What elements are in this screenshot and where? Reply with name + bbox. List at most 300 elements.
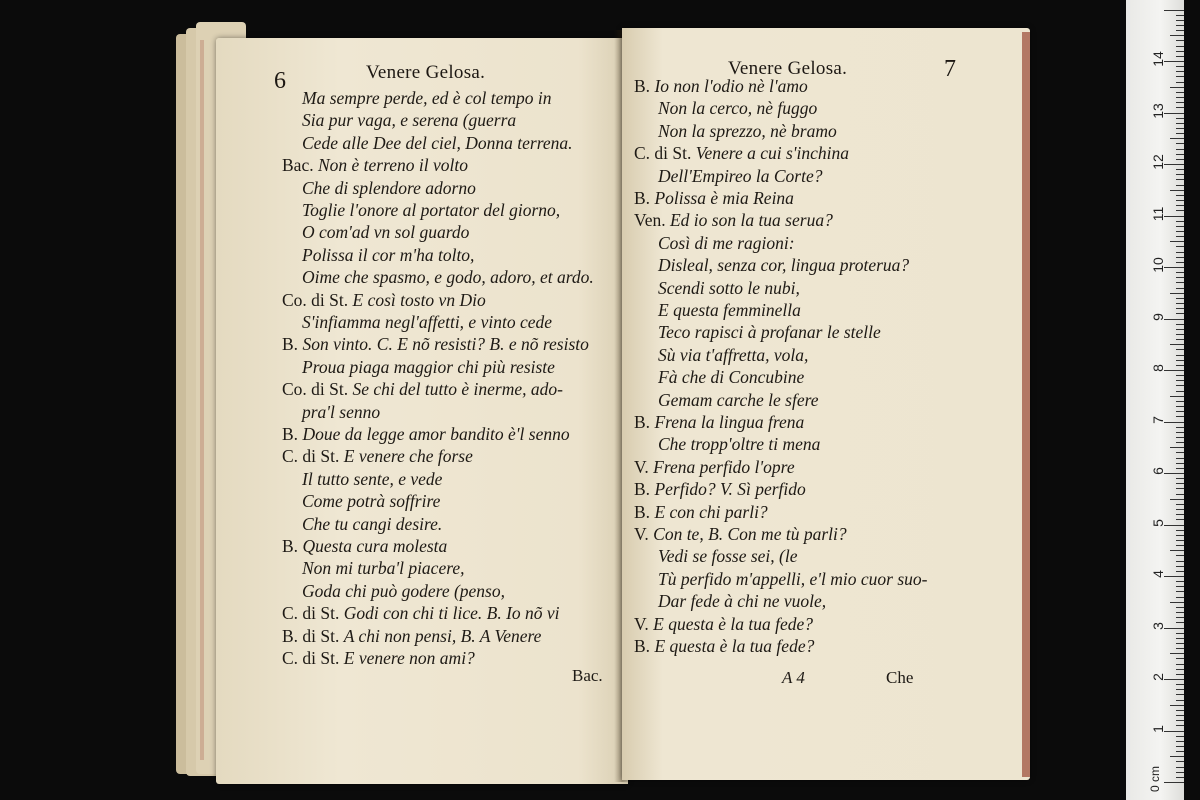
ruler-tick	[1170, 756, 1184, 757]
speaker-label: C. di St.	[282, 648, 344, 668]
ruler-tick	[1176, 591, 1184, 592]
ruler-tick	[1176, 581, 1184, 582]
text-line	[302, 357, 555, 377]
speaker-label: V.	[634, 456, 654, 477]
ruler-tick	[1176, 658, 1184, 659]
ruler-tick	[1176, 365, 1184, 366]
ruler-tick	[1176, 159, 1184, 160]
ruler-number: 11	[1150, 206, 1166, 221]
speaker-label: Co. di St.	[282, 289, 353, 310]
text-line	[302, 110, 516, 130]
ruler-tick	[1176, 463, 1184, 464]
ruler-tick	[1164, 216, 1184, 217]
ruler-tick	[1164, 679, 1184, 680]
text-line	[634, 479, 806, 499]
verse-text: Toglie l'onore al portator del giorno,	[302, 200, 561, 220]
text-line	[302, 312, 552, 332]
verse-text: E con chi parli?	[654, 501, 768, 522]
ruler-tick	[1170, 138, 1184, 139]
verse-text: Che tropp'oltre ti mena	[658, 434, 821, 455]
ruler-number: 10	[1150, 257, 1166, 273]
ruler-tick	[1176, 123, 1184, 124]
ruler-tick	[1176, 720, 1184, 721]
ruler-tick	[1176, 97, 1184, 98]
verse-text: O com'ad vn sol guardo	[302, 222, 470, 243]
ruler-tick	[1176, 452, 1184, 453]
ruler-number: 4	[1150, 570, 1166, 578]
text-line	[282, 155, 468, 175]
verse-text: Questa cura molesta	[302, 536, 448, 556]
verse-text: Scendi sotto le nubi,	[658, 277, 800, 298]
ruler-tick	[1176, 416, 1184, 417]
ruler-tick	[1176, 751, 1184, 752]
text-line	[658, 121, 837, 141]
ruler-tick	[1176, 483, 1184, 484]
text-line	[658, 591, 826, 611]
ruler-tick	[1176, 128, 1184, 129]
ruler-tick	[1176, 355, 1184, 356]
ruler-tick	[1176, 725, 1184, 726]
verse-text: Frena la lingua frena	[654, 412, 805, 432]
ruler-tick	[1176, 638, 1184, 639]
ruler-tick	[1176, 143, 1184, 144]
ruler-tick	[1170, 293, 1184, 294]
text-line	[658, 322, 881, 342]
ruler-tick	[1176, 437, 1184, 438]
text-line	[302, 178, 476, 198]
ruler-tick	[1164, 473, 1184, 474]
ruler-tick	[1176, 329, 1184, 330]
ruler-tick	[1170, 87, 1184, 88]
ruler-tick	[1176, 195, 1184, 196]
ruler-tick	[1164, 576, 1184, 577]
ruler-tick	[1164, 782, 1184, 783]
page-edge	[200, 40, 204, 760]
ruler-number: 12	[1150, 154, 1166, 170]
ruler-tick	[1176, 597, 1184, 598]
speaker-label: B.	[282, 536, 303, 556]
ruler-tick	[1176, 694, 1184, 695]
ruler-tick	[1176, 761, 1184, 762]
verse-text: Oime che spasmo, e godo, adoro, et ardo.	[302, 267, 594, 288]
verse-text: Gemam carche le sfere	[658, 389, 819, 410]
verse-text: Son vinto. C. E nõ resisti? B. e nõ resisto	[302, 334, 589, 355]
ruler-tick	[1176, 303, 1184, 304]
ruler-tick	[1176, 200, 1184, 201]
verse-text: Così di me ragioni:	[658, 232, 795, 253]
ruler-tick	[1164, 370, 1184, 371]
ruler-tick	[1176, 664, 1184, 665]
ruler-tick	[1164, 113, 1184, 114]
verse-text: pra'l senno	[302, 401, 381, 422]
text-line	[658, 255, 909, 275]
speaker-label: B.	[634, 501, 655, 522]
ruler-tick	[1176, 586, 1184, 587]
speaker-label: Co. di St.	[282, 379, 353, 400]
text-line	[302, 200, 560, 220]
speaker-label: B. di St.	[282, 625, 344, 646]
ruler-number: 7	[1150, 415, 1166, 424]
text-line	[658, 278, 800, 298]
ruler-tick	[1176, 66, 1184, 67]
ruler-tick	[1176, 71, 1184, 72]
ruler-tick	[1176, 46, 1184, 47]
ruler-tick	[1176, 736, 1184, 737]
running-head: Venere Gelosa.	[366, 62, 486, 83]
text-line	[282, 290, 486, 310]
verse-text: E così tosto vn Dio	[352, 289, 486, 310]
ruler-tick	[1176, 674, 1184, 675]
verse-text: Teco rapisci à profanar le stelle	[658, 322, 881, 343]
ruler-number: 5	[1150, 518, 1166, 527]
text-line	[658, 166, 822, 186]
verse-text: Dell'Empireo la Corte?	[658, 165, 823, 186]
ruler-tick	[1176, 257, 1184, 258]
verse-text: Non mi turba'l piacere,	[302, 558, 465, 579]
ruler-tick	[1176, 236, 1184, 237]
text-line	[658, 569, 927, 589]
ruler-tick	[1170, 550, 1184, 551]
speaker-label: Bac.	[282, 155, 318, 176]
verse-text: Polissa è mia Reina	[654, 188, 794, 208]
ruler-tick	[1176, 221, 1184, 222]
verse-text: Non la cerco, nè fuggo	[658, 98, 818, 119]
ruler-tick	[1164, 10, 1184, 11]
page-edge	[1022, 32, 1030, 777]
ruler-tick	[1176, 185, 1184, 186]
ruler-tick	[1176, 380, 1184, 381]
verse-text: Che di splendore adorno	[302, 177, 476, 198]
ruler-unit: 0 cm	[1148, 765, 1163, 793]
ruler-tick	[1176, 339, 1184, 340]
ruler-tick	[1176, 277, 1184, 278]
ruler-tick	[1176, 210, 1184, 211]
ruler-tick	[1176, 607, 1184, 608]
ruler-tick	[1176, 401, 1184, 402]
ruler-tick	[1176, 648, 1184, 649]
verse-text: E venere non ami?	[343, 648, 475, 668]
verse-text: E questa femminella	[658, 300, 801, 320]
ruler-tick	[1170, 499, 1184, 500]
speaker-label: B.	[634, 188, 655, 208]
ruler-tick	[1176, 519, 1184, 520]
text-line	[282, 379, 563, 399]
text-line	[302, 222, 469, 242]
ruler-tick	[1176, 432, 1184, 433]
speaker-label: C. di St.	[282, 446, 344, 467]
text-line	[634, 614, 813, 634]
verse-text: Doue da legge amor bandito è'l senno	[302, 424, 570, 444]
verse-text: Vedi se fosse sei, (le	[658, 546, 798, 567]
ruler-tick	[1176, 56, 1184, 57]
text-line	[658, 546, 797, 566]
ruler-tick	[1176, 30, 1184, 31]
ruler-tick	[1176, 458, 1184, 459]
verse-text: Perfido? V. Sì perfido	[654, 479, 806, 500]
text-line	[658, 434, 820, 454]
verse-text: Frena perfido l'opre	[653, 456, 795, 477]
text-line	[282, 424, 570, 444]
verse-text: Come potrà soffrire	[302, 491, 441, 512]
verse-text: Il tutto sente, e vede	[302, 468, 443, 489]
ruler-tick	[1164, 164, 1184, 165]
ruler-tick	[1164, 61, 1184, 62]
text-line	[282, 536, 447, 556]
ruler-tick	[1176, 488, 1184, 489]
text-line	[658, 233, 795, 253]
ruler-tick	[1164, 731, 1184, 732]
text-line	[302, 491, 440, 511]
ruler-tick	[1176, 772, 1184, 773]
ruler-tick	[1176, 375, 1184, 376]
verse-text: Tù perfido m'appelli, e'l mio cuor suo-	[658, 568, 928, 589]
verse-text: Disleal, senza cor, lingua proterua?	[658, 255, 910, 276]
text-line	[282, 603, 560, 623]
ruler-tick	[1170, 705, 1184, 706]
text-line	[634, 412, 804, 432]
verse-text: E venere che forse	[343, 446, 473, 467]
speaker-label: B.	[634, 636, 655, 656]
ruler-tick	[1170, 241, 1184, 242]
ruler-tick	[1176, 741, 1184, 742]
catchword: Bac.	[572, 666, 603, 685]
verse-text: Non è terreno il volto	[317, 155, 468, 176]
ruler-tick	[1176, 715, 1184, 716]
ruler-tick	[1170, 190, 1184, 191]
verse-text: Non la sprezzo, nè bramo	[658, 120, 837, 141]
ruler-tick	[1164, 628, 1184, 629]
ruler-tick	[1176, 622, 1184, 623]
verse-text: Che tu cangi desire.	[302, 513, 443, 534]
ruler-tick	[1164, 319, 1184, 320]
ruler-tick	[1176, 20, 1184, 21]
ruler-number: 1	[1150, 724, 1166, 733]
ruler-tick	[1176, 509, 1184, 510]
speaker-label: B.	[282, 424, 303, 444]
ruler-tick	[1176, 406, 1184, 407]
ruler-tick	[1170, 344, 1184, 345]
ruler-tick	[1176, 205, 1184, 206]
ruler-tick	[1176, 15, 1184, 16]
ruler-tick	[1170, 653, 1184, 654]
verse-text: Sia pur vaga, e serena (guerra	[302, 110, 517, 131]
verse-text: Sù via t'affretta, vola,	[658, 344, 809, 365]
ruler-number: 13	[1150, 102, 1166, 119]
verse-text: S'infiamma negl'affetti, e vinto cede	[302, 312, 552, 332]
ruler-tick	[1164, 525, 1184, 526]
ruler-tick	[1176, 40, 1184, 41]
ruler-tick	[1176, 246, 1184, 247]
text-line	[282, 626, 541, 646]
ruler-tick	[1170, 396, 1184, 397]
ruler-tick	[1176, 107, 1184, 108]
speaker-label: B.	[282, 334, 303, 355]
verse-text: Se chi del tutto è inerme, ado-	[352, 379, 563, 400]
ruler-tick	[1176, 272, 1184, 273]
ruler-tick	[1176, 252, 1184, 253]
ruler-tick	[1176, 174, 1184, 175]
ruler-tick	[1176, 710, 1184, 711]
speaker-label: V.	[634, 613, 654, 634]
verse-text: Dar fede à chi ne vuole,	[658, 591, 827, 612]
ruler-tick	[1176, 360, 1184, 361]
ruler-tick	[1170, 35, 1184, 36]
text-line	[302, 469, 442, 489]
ruler-number: 8	[1150, 364, 1166, 372]
ruler-tick	[1176, 133, 1184, 134]
ruler-tick	[1176, 545, 1184, 546]
text-line	[634, 524, 847, 544]
ruler-tick	[1176, 385, 1184, 386]
ruler-tick	[1176, 468, 1184, 469]
ruler-tick	[1164, 422, 1184, 423]
ruler-tick	[1176, 102, 1184, 103]
ruler-tick	[1176, 689, 1184, 690]
ruler-number: 2	[1150, 673, 1166, 681]
ruler-tick	[1176, 92, 1184, 93]
text-line	[282, 334, 589, 354]
ruler-tick	[1176, 154, 1184, 155]
ruler-tick	[1176, 700, 1184, 701]
ruler-number: 6	[1150, 467, 1166, 475]
page-number: 6	[274, 68, 286, 94]
text-line	[302, 558, 465, 578]
verse-text: Cede alle Dee del ciel, Donna terrena.	[302, 132, 573, 153]
ruler-tick	[1176, 427, 1184, 428]
text-line	[302, 581, 505, 601]
measuring-ruler	[1126, 0, 1184, 800]
speaker-label: B.	[634, 76, 655, 96]
ruler-tick	[1176, 643, 1184, 644]
ruler-tick	[1176, 514, 1184, 515]
ruler-tick	[1176, 298, 1184, 299]
ruler-tick	[1164, 267, 1184, 268]
ruler-tick	[1176, 617, 1184, 618]
ruler-tick	[1176, 633, 1184, 634]
ruler-tick	[1176, 540, 1184, 541]
text-line	[658, 390, 819, 410]
ruler-tick	[1170, 447, 1184, 448]
verse-text: Polissa il cor m'ha tolto,	[302, 244, 475, 265]
ruler-tick	[1176, 561, 1184, 562]
verse-text: Proua piaga maggior chi più resiste	[302, 356, 555, 377]
verse-text: A chi non pensi, B. A Venere	[343, 625, 542, 646]
ruler-tick	[1176, 746, 1184, 747]
speaker-label: B.	[634, 479, 655, 500]
ruler-tick	[1176, 612, 1184, 613]
text-line	[302, 402, 380, 422]
verse-text: Fà che di Concubine	[658, 367, 805, 388]
page-number: 7	[944, 56, 956, 82]
ruler-tick	[1176, 262, 1184, 263]
ruler-tick	[1176, 684, 1184, 685]
verse-text: Godi con chi ti lice. B. Io nõ vi	[343, 603, 560, 624]
running-head: Venere Gelosa.	[728, 58, 848, 79]
ruler-tick	[1176, 334, 1184, 335]
speaker-label: B.	[634, 412, 655, 432]
signature-mark: A 4	[782, 668, 805, 687]
ruler-tick	[1176, 411, 1184, 412]
ruler-tick	[1176, 149, 1184, 150]
ruler-tick	[1176, 82, 1184, 83]
ruler-tick	[1176, 669, 1184, 670]
ruler-tick	[1176, 226, 1184, 227]
ruler-tick	[1176, 349, 1184, 350]
text-line	[634, 636, 814, 656]
ruler-tick	[1176, 504, 1184, 505]
text-line	[282, 648, 475, 668]
verse-text: E questa è la tua fede?	[653, 613, 814, 634]
ruler-tick	[1176, 288, 1184, 289]
ruler-tick	[1176, 478, 1184, 479]
text-line	[302, 267, 594, 287]
text-line	[302, 88, 551, 108]
text-line	[302, 133, 573, 153]
catchword: Che	[886, 668, 914, 687]
verse-text: Ma sempre perde, ed è col tempo in	[302, 88, 552, 108]
ruler-tick	[1176, 76, 1184, 77]
ruler-tick	[1176, 530, 1184, 531]
ruler-tick	[1176, 308, 1184, 309]
text-line	[302, 245, 474, 265]
left-page	[216, 38, 628, 784]
ruler-number: 3	[1150, 621, 1166, 630]
ruler-tick	[1176, 313, 1184, 314]
text-line	[634, 143, 849, 163]
verse-text: Con te, B. Con me tù parli?	[653, 524, 847, 544]
text-line	[658, 367, 804, 387]
ruler-tick	[1176, 555, 1184, 556]
text-line	[282, 446, 473, 466]
ruler-tick	[1176, 442, 1184, 443]
ruler-tick	[1176, 179, 1184, 180]
ruler-number: 14	[1150, 51, 1166, 67]
text-line	[658, 345, 808, 365]
ruler-tick	[1176, 571, 1184, 572]
text-line	[634, 457, 795, 477]
text-line	[658, 98, 817, 118]
ruler-tick	[1176, 494, 1184, 495]
ruler-tick	[1176, 566, 1184, 567]
verse-text: Io non l'odio nè l'amo	[654, 76, 808, 96]
ruler-tick	[1176, 25, 1184, 26]
ruler-tick	[1176, 118, 1184, 119]
speaker-label: Ven.	[634, 210, 670, 231]
verse-text: Goda chi può godere (penso,	[302, 580, 505, 601]
verse-text: E questa è la tua fede?	[654, 636, 815, 656]
ruler-tick	[1176, 767, 1184, 768]
verse-text: Ed io son la tua serua?	[669, 210, 833, 231]
ruler-tick	[1176, 391, 1184, 392]
text-line	[634, 210, 833, 230]
speaker-label: V.	[634, 524, 654, 544]
ruler-tick	[1176, 169, 1184, 170]
text-line	[634, 502, 768, 522]
ruler-tick	[1176, 535, 1184, 536]
speaker-label: C. di St.	[634, 143, 696, 164]
ruler-tick	[1170, 602, 1184, 603]
text-line	[634, 76, 808, 96]
right-page	[622, 28, 1030, 780]
speaker-label: C. di St.	[282, 603, 344, 624]
ruler-tick	[1176, 282, 1184, 283]
ruler-number: 9	[1150, 312, 1166, 321]
text-line	[658, 300, 801, 320]
verse-text: Venere a cui s'inchina	[695, 143, 850, 164]
text-line	[302, 514, 442, 534]
ruler-tick	[1176, 231, 1184, 232]
ruler-tick	[1176, 777, 1184, 778]
